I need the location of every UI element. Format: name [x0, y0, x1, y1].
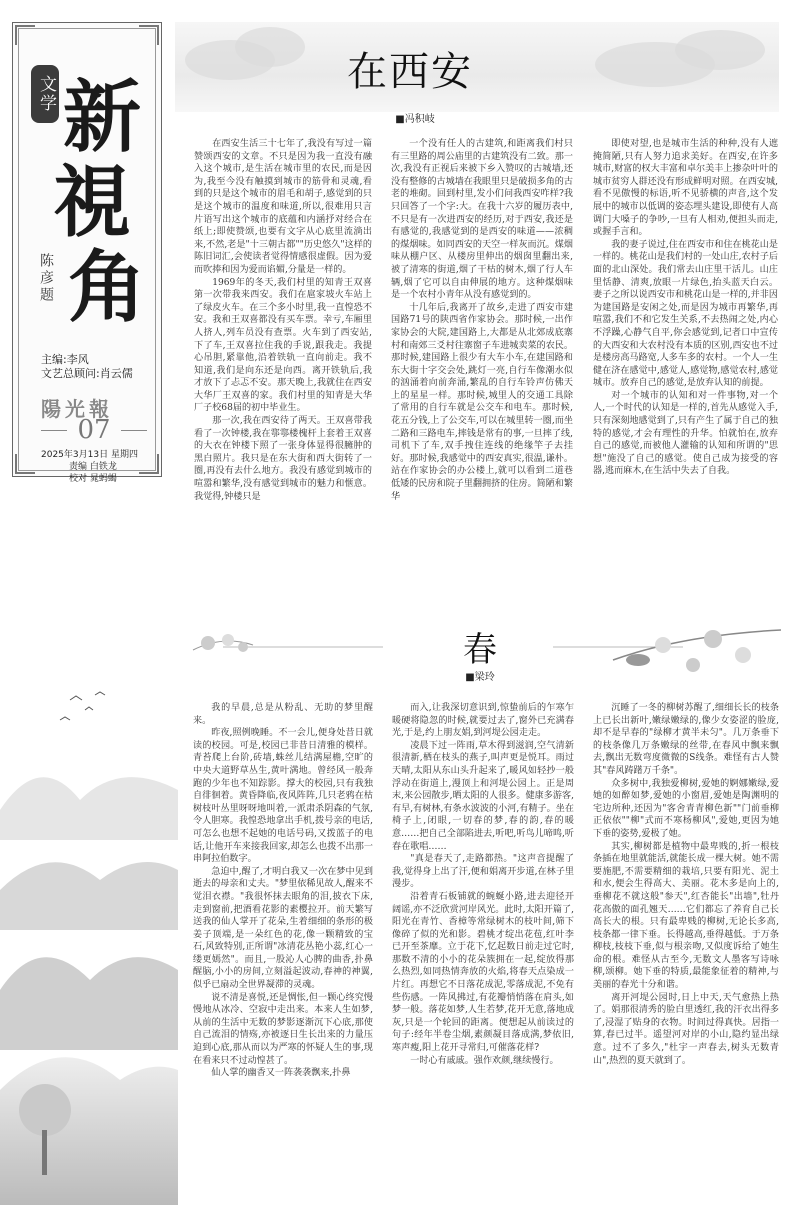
- paragraph: 说不清是喜悦,还是惆怅,但一颗心终究慢慢地从冰冷、空寂中走出来。本来人生如梦,从前的生活中无数的梦影逐渐沉下心底,那使自己流泪的情殇,亦被逐日生长出来的力量压迫到心底,那从而以为严寒的怀疑人生的事,现在看来只不过动惶甚了。: [193, 992, 373, 1066]
- paragraph: 沉睡了一冬的柳树苏醒了,细细长长的枝条上已长出新叶,嫩绿嫩绿的,像少女姿涩的脸庞,却不是早春的"绿柳才黄半未匀"。几万条垂下的枝条像几万条嫩绿的丝带,在春风中飘来飘去,飘出无数弯度微微的S线条。难怪有古人赞其"春风踌躇万千条"。: [593, 703, 779, 776]
- article-column: [391, 138, 573, 598]
- corner-ornament: [15, 454, 35, 474]
- paragraph: 一个没有任人的古建筑,和距离我们村只有三里路的周公庙里的古建筑没有二致。那一次,我没有正视后来被下乡入赞叹的古城墙,还没有整修的古城墙在我眼里只是破损多角的古老的堆砌。回到村里,发小们问我西安咋样?我只回答了一个字:大。在我十六岁的履历表中,不只是有一次进西安的经历,对于西安,我还是有感觉的,我感觉到的是西安的味道——浓稠的煤烟味。如同西安的天空一样灰而沉。煤烟味从棚户区、从楼房里伸出的烟囱里翻出来,被了清寒的街道,烟了干枯的树木,烟了行人车辆,烟了它可以自由伸展的地方。这种煤烟味是一个农村小青年从没有感觉到的。: [391, 139, 573, 301]
- staff-proofreader: 校对 晁蚂蝎: [69, 474, 117, 484]
- article-title: 春: [463, 630, 497, 670]
- paragraph: 十几年后,我离开了故乡,走进了西安市建国路71号的陕西省作家协会。那时候,一出作家协会的大院,建国路上,大都是从北郊成底寨村和南郊三爻村往寨窗子车进城卖菜的农民。那时候,建国路上很少有大车小车,在建国路和东大街十字交会处,跳灯一亮,自行车像潮水似的汹涌着向前奔涌,繁乱的自行车铃声仿佛天上的星星一样。那时候,城里人的交通工具除了常用的自行车就是公交车和电车。那时候,花五分钱,上了公交车,可以在城里转一圈,而坐二路和三路电车,摔钱是常有的事,一旦摔了线,司机下了车,双手拽住连线的绝缘竿子去挂好。那时候,我感觉中的西安真实,很温,谦朴。站在作家协会的办公楼上,就可以看到二道巷低矮的民房和院子里翻拥挤的住房。简陋和繁华: [391, 302, 573, 502]
- article-title: 在西安: [347, 49, 473, 95]
- article-column: [392, 702, 574, 1202]
- paragraph: 仙人掌的幽香又一阵袭袭飘来,扑鼻: [211, 1068, 351, 1079]
- article-column: [593, 138, 778, 598]
- issue-date: 2025年3月13日 星期四: [41, 450, 138, 460]
- article-column: [593, 702, 779, 1202]
- paragraph: 离开河堤公园时,日上中天,天气愈热上热了。娟那很清秀的脸白里透红,我的汗衣出得多了,浸湿了贴身的衣物。时间过得真快。居指一算,春已过半。遥望河对岸的小山,隐约显出绿意。过不了多久,"杜宇一声春去,树头无数青山",热烈的夏天就到了。: [593, 992, 779, 1066]
- paragraph: 我的早晨,总是从粉乱、无助的梦里醒来。: [193, 703, 373, 726]
- masthead-title-char: 角: [68, 243, 147, 333]
- paragraph: 我的妻子说过,住在西安市和住在桃花山是一样的。桃花山是我们村的一处山庄,农村子后面的北山深处。我们常去山庄里干活儿。山庄里恬静、清爽,放眼一片绿色,抬头蓝天白云。妻子之所以说西安市和桃花山是一样的,并非因为建国路是安闲之处,而是因为城市再繁华,再喧嚣,我们不和它发生关系,不去热闹之处,内心不浮躁,心静气自平,你会感觉到,记者口中宣传的大西安和大农村没有本质的区别,西安也不过是楼房高马路宽,人多车多的农村。一个人一生健在济在感觉中,感觉人,感觉物,感觉农村,感觉城市。放弃自己的感觉,是放弃认知的前提。: [593, 239, 778, 389]
- paragraph: 众多树中,我独爱柳树,爱她的婀娜嫩绿,爱她的如醉如梦,爱她的小窗眉,爱她是陶渊明的宅边所种,还因为"客舍青青柳色新""门前垂柳正依依""柳"式而不寒杨柳风",爱她,更因为她下垂的姿势,爱极了她。: [593, 778, 779, 839]
- article-author: ■梁玲: [465, 672, 495, 683]
- section-tag: 文学: [31, 65, 59, 123]
- article-column: [194, 138, 372, 598]
- editor-info: [41, 353, 133, 381]
- paragraph: 1969年的冬天,我们村里的知青王双喜第一次带我来西安。我们在扈家坡火车站上了绿皮火车。在三个多小时里,我一直惶恐不安。我和王双喜都没有买车票。幸亏,车厢里人挤人,列车员没有查票。火车到了西安站,下了车,王双喜拉住我的手说,跟我走。我提心吊胆,紧靠他,沿着铁轨一直向前走。我不知道,我们是向东还是向西。离开铁轨后,我才放下了忐忑不安。那天晚上,我就住在西安大华厂王双喜的家。我们村里的知青是大华厂子校68届的初中毕业生。: [194, 277, 372, 414]
- paragraph: 对一个城市的认知和对一件事物,对一个人,一个时代的认知是一样的,首先从感觉入手,只有深刻地感觉到了,只有产生了属于自己的独特的感觉,才会有理性的升华。怕就怕在,放弃自己的感觉,而被他人灌输的认知和所谓的"思想"施没了自己的感觉。使自己成为接受的容器,逃而麻木,在生活中失去了自我。: [593, 390, 778, 477]
- chief-editor: 主编:李风: [41, 353, 89, 366]
- issue-info: [41, 449, 138, 485]
- article-column: [193, 702, 373, 1202]
- paragraph: 那一次,我在西安待了两天。王双喜带我看了一次钟楼,我在鄠鄠楼槐杆上套着王双喜的大衣在钟楼下照了一张身体显得很臃肿的黑白照片。我只是在东大街和西大街转了一圈,再没有去什么地方。我没有感觉到城市的喧嚣和繁华,没有感觉到城市的魅力和惬意。我觉得,钟楼只是: [194, 416, 372, 502]
- article-author: ■冯积岐: [395, 114, 435, 125]
- paragraph: 即使对望,也是城市生活的种种,没有人遮掩简陋,只有人努力追求美好。在西安,在许多城市,财富的权大丰富和卓尔美丰上掺杂叶叶的城市贫穷人群还没有形成鲜明对照。在西安城,看不见傲慢的标语,听不见骄横的声音,这个发展中的城市以低调的姿态埋头建设,即使有人高调门大嗓子的争吵,一旦有人相劝,便担头而走,或握手言和。: [593, 139, 778, 238]
- corner-ornament: [15, 25, 35, 45]
- paragraph: 而入,让我深切意识到,惊蛰前后的乍寒乍暖硬将隐忽的时候,就要过去了,窗外已充满春光,于是,约上朋友娟,到河堤公园走走。: [392, 703, 574, 739]
- masthead-title-char: 新: [63, 73, 142, 163]
- paragraph: 急迫中,醒了,才明白我又一次在梦中见到逝去的母亲和丈夫。"梦里依稀见故人,醒来不觉泪衣襟。"我很怀抹去眼角的泪,披衣下床,走到窗前,把酒看花影的素樱拉开。前天繁写送我的仙人掌开了花朵,生着细细的条形的极姜子顶端,是一朵红色的花,像一颗精致的宝石,风致特别,正所谓"冰清花丛艳小蕊,红心一缕更嫣然"。而且,一股沁人心脾的曲香,扑鼻醒脑,小小的房间,立刻溢起波动,春神的神翼,似乎已扇动全世界凝滞的灵魂。: [193, 866, 373, 991]
- masthead-title-char: 視: [53, 158, 132, 248]
- paragraph: 一时心有戚戚。强作欢颜,继续慢行。: [410, 1055, 559, 1066]
- paragraph: 昨夜,照例晚睡。不一会儿,便身处昔日就读的校园。可是,校园已非昔日清雅的模样。青苔爬上台阶,砖墙,蛛丝儿结满屋檐,空旷的中央大道野草丛生,黄叶满地。曾经风一般奔跑的少年也不知踪影。撑大的校园,只有我独自徘徊着。黄昏降临,夜风阵阵,几只老鸦在枯树枝叶丛里呀呀地叫着,一派肃杀阴森的气氛,令人胆寒。我惶恐地拿出手机,拨号亲的电话,可怎么也想不起她的电话号码,又拨蓝子的电话,让他开车来接我回家,却怎么也拨不出那一串阿拉伯数字。: [193, 728, 373, 865]
- paper-name: 陽光報: [41, 397, 113, 421]
- paragraph: 其实,柳树都是植物中最卑贱的,折一根枝条插在地里就能活,就能长成一棵大树。她不需要施肥,不需要精细的栽培,只要有阳光、泥土和水,便会生得高大、美丽。花木多是向上的,垂柳花不就这般"参天",红杏能长"出墙",牡丹花高傲的面孔翘天……它们都忘了养育自己长高长大的根。只有最卑贱的柳树,无论长多高,枝条都一律下垂。长得越高,垂得越低。于万条柳枝,枝枝下垂,似与根亲吻,又似度诉给了她生命的根。难怪从古至今,无数文人墨客写诗咏柳,颂柳。她下垂的特质,最能象征着的精神,与美丽的春光十分和谐。: [593, 841, 779, 991]
- paragraph: "真是春天了,走路都热。"这声音提醒了我,觉得身上出了汗,便和娟离开步道,在林子里漫步。: [392, 854, 574, 890]
- paragraph: 在西安生活三十七年了,我没有写过一篇赞颂西安的文章。不只是因为我一直没有融入这个城市,是生活在城市里的农民,而是因为,我至今没有触摸到城市的筋骨和灵魂,看到的只是这个城市的眉毛和胡子,感觉到的只是这个城市的温度和味道,所以,很难用只言片语写出这个城市的底蕴和内涵抒对经合在纸上;即使赞颂,也要有文字从心底里流淌出来,不然,老是"十三朝古都""历史悠久"这样的陈旧词汇,会使读者觉得情感很虚假。因为爱而吹捧和因为爱而谄媚,分量是一样的。: [194, 139, 372, 275]
- masthead: [12, 22, 162, 484]
- paragraph: 沿着青石板铺就的蜿蜒小路,进去迎径开阔谣,亦不泛欣赏河岸风光。此时,太阳开篇了,阳光在青竹、香樟等常绿树木的枝叶间,筛下像碎了似的光和影。碧桃才绽出花苞,红叶李已开至茶靡。立于花下,忆起数日前走过它时,那数不清的小小的花朵簇拥在一起,绽放得那么热烈,如同热情奔放的火焰,将春天点染成一片红。再想它不日落花成泥,零落成泥,不免有些伤感。一阵风拂过,有花瓣悄悄落在肩头,如梦一般。落花如梦,人生若梦,花开无意,落地成灰,只是一个轮回的距离。便想起从前读过的句子:经年半卷尘烟,素颜凝目落成满,梦依旧,寒声瘦,阳上花开寻常归,可催落花样?: [392, 891, 574, 1054]
- page-number: 07: [41, 415, 147, 445]
- paragraph: 凌晨下过一阵雨,草木得到滋润,空气清新很清新,栖在枝头的燕子,叫声更是悦耳。雨过天晴,太阳从东山头升起来了,暖风如轻抄一般浮动在街道上,漫顶上和河堤公园上。正是周末,来公园散步,晒太阳的人很多。健康多游客,有早,有树林,有条水波波的小河,有精子。坐在椅子上,闭眼,一切春的梦,春的韵,春的暖意……把自己全部陷进去,听吧,听鸟儿啼鸣,听春在歌唱……: [392, 740, 574, 852]
- corner-ornament: [139, 454, 159, 474]
- art-advisor: 文艺总顾问:肖云儒: [41, 367, 133, 380]
- calligrapher-signature: 陈彦题: [38, 253, 54, 304]
- corner-ornament: [139, 25, 159, 45]
- staff-editor: 责编 白铁龙: [69, 462, 117, 472]
- landscape-illustration: [0, 690, 178, 1205]
